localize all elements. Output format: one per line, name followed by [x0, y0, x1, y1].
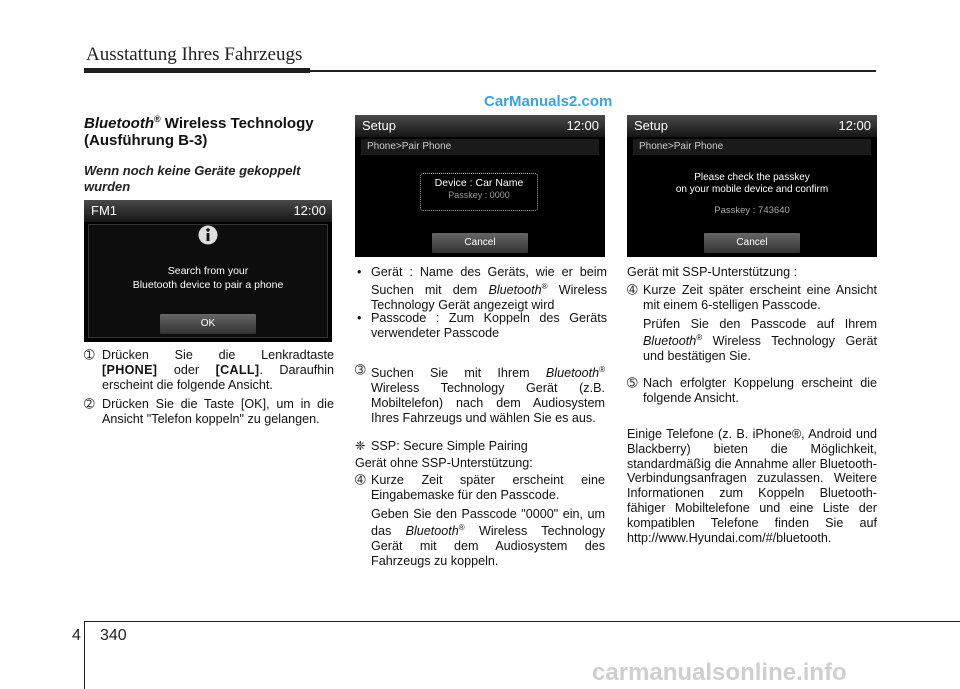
device-box	[420, 173, 538, 211]
page-number: 340	[100, 627, 127, 644]
screen-pair-phone	[355, 115, 605, 257]
passkey: Passkey : 0000	[448, 190, 510, 200]
chapter-number: 4	[72, 627, 81, 644]
no-ssp-heading: Gerät ohne SSP-Unterstützung:	[355, 456, 533, 470]
bullet-device: • Gerät : Name des Geräts, wie er beim Suchen mit dem Bluetooth® Wireless Technology Gerät angezeigt wird	[357, 265, 608, 312]
step-4-text-a: Kurze Zeit später erscheint eine Ansicht mit einem 6-stelligen Passcode.	[643, 283, 877, 312]
phone-key: [PHONE]	[102, 362, 158, 377]
screen-top-bar	[355, 115, 605, 137]
header-rule	[84, 68, 310, 73]
bullet-1-text-b: Wireless Technology Gerät angezeigt wird	[371, 282, 608, 312]
step-3-number: ➂	[355, 363, 366, 377]
watermark-bottom[interactable]: carmanualsonline.info	[592, 659, 847, 686]
device-name: Device : Car Name	[434, 177, 524, 189]
footer-vertical-rule	[84, 621, 85, 689]
step-3: ➂ Suchen Sie mit Ihrem Bluetooth® Wireless Technology Gerät (z.B. Mobiltelefon) nach dem Audiosystem Ihres Fahrzeugs und wählen Sie es aus.	[355, 363, 605, 425]
step-3-bluetooth: Bluetooth	[545, 366, 600, 381]
screen-message	[627, 172, 877, 196]
step-3-text-b: Wireless Technology Gerät (z.B. Mobiltelefon) nach dem Audiosystem Ihres Fahrzeugs und wählen Sie es aus.	[371, 380, 605, 425]
screen-msg-line1: Please check the passkey	[694, 172, 810, 183]
subtitle: Wenn noch keine Geräte gekoppelt wurden	[84, 163, 301, 194]
title-line2: (Ausführung B-3)	[84, 132, 208, 149]
screen-top-bar	[84, 200, 332, 222]
screen-fm1	[84, 200, 332, 342]
step-5	[627, 376, 877, 408]
screen-msg-line1: Search from your	[167, 265, 249, 277]
bullet-dot: •	[357, 265, 362, 279]
ok-button[interactable]: OK	[160, 314, 256, 334]
step-4-bluetooth: Bluetooth	[643, 334, 697, 349]
step-4-text-b2: Wireless Technology Gerät mit dem Audiosystem des Fahrzeugs zu koppeln.	[371, 524, 605, 569]
header-rule-thin	[310, 70, 876, 72]
step-5-text: Nach erfolgter Koppelung erscheint die folgende Ansicht.	[643, 376, 877, 405]
step-4-text-b2: Wireless Technology Gerät und bestätigen Sie.	[643, 334, 878, 364]
step-1-number: ➀	[84, 348, 95, 362]
screen-top-bar	[627, 115, 877, 137]
screen-path: Phone>Pair Phone	[633, 139, 871, 155]
screen-confirm-passkey	[627, 115, 877, 257]
title-rest: Wireless Technology	[160, 115, 314, 132]
cancel-button[interactable]: Cancel	[704, 233, 800, 253]
screen-clock: 12:00	[293, 203, 326, 218]
section-title	[84, 111, 314, 149]
step-5-number: ➄	[627, 376, 638, 390]
step-4-no-ssp: ➃ Kurze Zeit später erscheint eine Eingabemaske für den Passcode. Geben Sie den Passcode "0000" ein, um das Bluetooth® Wireless Technology Gerät mit dem Audiosystem des Fahrzeugs zu koppeln.	[355, 473, 605, 569]
screen-setup: Setup	[634, 118, 668, 133]
bullet-1-text-a: Gerät : Name des Geräts, wie er beim Suchen mit dem	[371, 265, 607, 297]
step-1-text-a: Drücken Sie die Lenkradtaste	[102, 348, 334, 362]
step-2-number: ➁	[84, 397, 95, 411]
step-1	[84, 348, 334, 398]
title-reg: ®	[153, 114, 161, 124]
step-4-bluetooth: Bluetooth	[405, 524, 459, 539]
note-text: SSP: Secure Simple Pairing	[371, 439, 528, 453]
ssp-note	[355, 439, 605, 455]
bullet-2-text: Passcode : Zum Koppeln des Geräts verwendeter Passcode	[371, 311, 607, 340]
passkey: Passkey : 743640	[714, 205, 790, 216]
note-mark: ❈	[355, 439, 366, 453]
ssp-heading: Gerät mit SSP-Unterstützung :	[627, 265, 798, 279]
info-icon	[197, 224, 219, 246]
step-4-ssp: ➃ Kurze Zeit später erscheint eine Ansicht mit einem 6-stelligen Passcode. Prüfen Sie den Passcode auf Ihrem Bluetooth® Wireless Technology Gerät und bestätigen Sie.	[627, 283, 878, 364]
screen-path: Phone>Pair Phone	[361, 139, 599, 155]
cancel-button[interactable]: Cancel	[432, 233, 528, 253]
compat-paragraph: Einige Telefone (z. B. iPhone®, Android und Blackberry) bieten die Möglichkeit, standardmäßig die Annahme aller Bluetooth-Verbindungsanfragen zuzulassen. Weitere Informationen zum Koppeln Bluetooth-fähiger Mobiltelefone und eine Liste der kompatiblen Telefone finden Sie auf http://www.Hyundai.com/#/bluetooth.	[627, 427, 877, 545]
step-1-oder: oder	[173, 362, 200, 377]
footer-rule	[84, 621, 960, 622]
bullet-dot: •	[357, 311, 362, 325]
step-4-text-b1: Geben Sie den Passcode "0000" ein, um das	[371, 506, 605, 539]
watermark-top[interactable]: CarManuals2.com	[484, 93, 613, 110]
screen-setup: Setup	[362, 118, 396, 133]
step-2-text: Drücken Sie die Taste [OK], um in die Ansicht "Telefon koppeln" zu gelangen.	[102, 397, 334, 426]
step-4-number: ➃	[355, 473, 366, 487]
screen-source: FM1	[91, 203, 117, 218]
bullet-passcode	[357, 311, 607, 341]
screen-msg-line2: Bluetooth device to pair a phone	[132, 279, 284, 291]
header-title: Ausstattung Ihres Fahrzeugs	[86, 44, 303, 65]
step-4-text-a: Kurze Zeit später erscheint eine Eingabemaske für den Passcode.	[371, 473, 605, 502]
call-key: [CALL]	[215, 362, 260, 377]
step-1-text-b: . Daraufhin	[259, 362, 335, 377]
screen-message	[84, 264, 332, 292]
step-4-number: ➃	[627, 283, 638, 297]
bullet-1-bluetooth: Bluetooth	[488, 282, 542, 297]
step-3-text-a: Suchen Sie mit Ihrem	[371, 366, 530, 381]
screen-clock: 12:00	[838, 118, 871, 133]
title-bluetooth: Bluetooth	[84, 115, 154, 132]
screen-clock: 12:00	[566, 118, 599, 133]
step-1-text-c: erscheint die folgende Ansicht.	[102, 377, 273, 392]
step-2	[84, 397, 334, 447]
step-4-text-b1: Prüfen Sie den Passcode auf Ihrem	[643, 316, 877, 331]
screen-msg-line2: on your mobile device and confirm	[675, 184, 829, 195]
